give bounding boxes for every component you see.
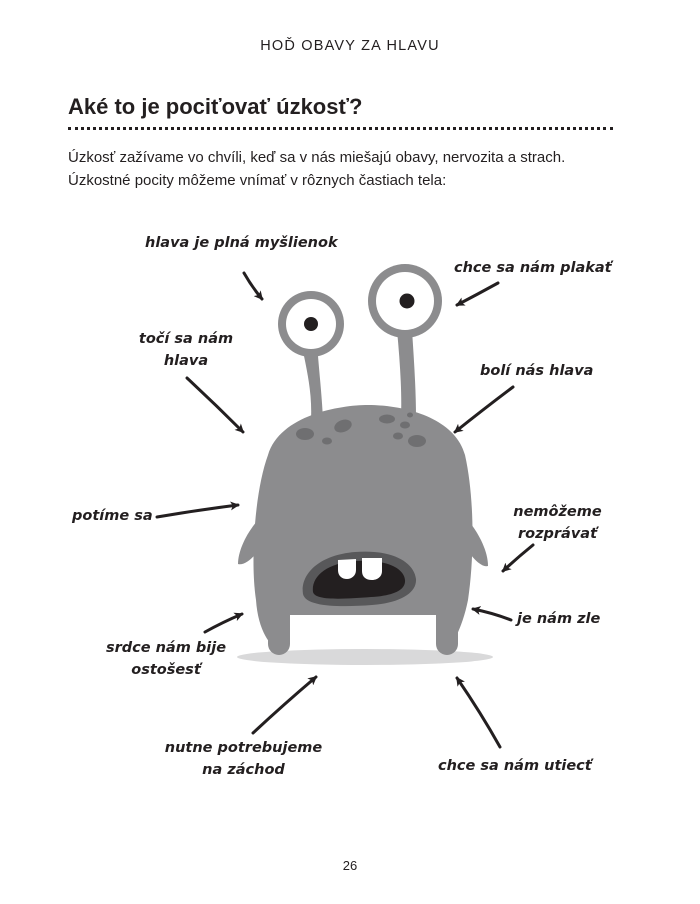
intro-line-2: Úzkostné pocity môžeme vnímať v rôznych častiach tela: (68, 172, 447, 189)
left-eye (278, 291, 344, 357)
label-dizzy-line-1: točí sa nám (138, 331, 234, 347)
page-number: 26 (342, 858, 358, 873)
label-feel-sick: je nám zle (517, 611, 601, 627)
label-dizzy (126, 328, 246, 372)
label-toilet-line-1: nutne potrebujeme (164, 740, 323, 756)
arrow-heart (205, 614, 242, 632)
arrow-dizzy (187, 378, 243, 432)
left-tooth (338, 559, 356, 579)
label-toilet-line-2: na záchod (202, 762, 285, 778)
label-heart (96, 637, 236, 681)
arrow-cannot-speak (503, 545, 533, 571)
right-eye (368, 264, 442, 338)
arrow-feel-sick (473, 609, 511, 620)
label-cannot-speak-line-2: rozprávať (517, 526, 598, 542)
arrow-want-to-run (457, 678, 500, 747)
left-leg (268, 600, 290, 655)
monster (238, 330, 488, 655)
right-leg (436, 600, 458, 655)
label-cannot-speak (510, 501, 605, 545)
left-eye-stalk (304, 356, 323, 420)
intro-line-1: Úzkosť zažívame vo chvíli, keď sa v nás miešajú obavy, nervozita a strach. (68, 149, 566, 166)
label-want-to-cry: chce sa nám plakať (454, 260, 612, 276)
right-eye-stalk (397, 330, 416, 418)
label-heart-line-1: srdce nám bije (105, 640, 227, 656)
label-cannot-speak-line-1: nemôžeme (513, 504, 602, 520)
label-sweating: potíme sa (72, 508, 153, 524)
arrow-toilet (253, 677, 316, 733)
arrow-headache (455, 387, 513, 432)
label-headache: bolí nás hlava (480, 363, 594, 379)
label-toilet (161, 737, 326, 781)
label-heart-line-2: ostošesť (131, 662, 201, 678)
section-title: Aké to je pociťovať úzkosť? (68, 94, 363, 119)
arrow-head-thoughts (244, 273, 262, 299)
running-header: HOĎ OBAVY ZA HLAVU (260, 38, 440, 54)
label-dizzy-line-2: hlava (163, 353, 209, 369)
right-tooth (362, 558, 382, 580)
label-want-to-run: chce sa nám utiecť (438, 758, 592, 774)
label-head-full-of-thoughts: hlava je plná myšlienok (145, 235, 338, 251)
arrow-sweating (157, 505, 238, 517)
arrow-want-to-cry (457, 283, 498, 305)
